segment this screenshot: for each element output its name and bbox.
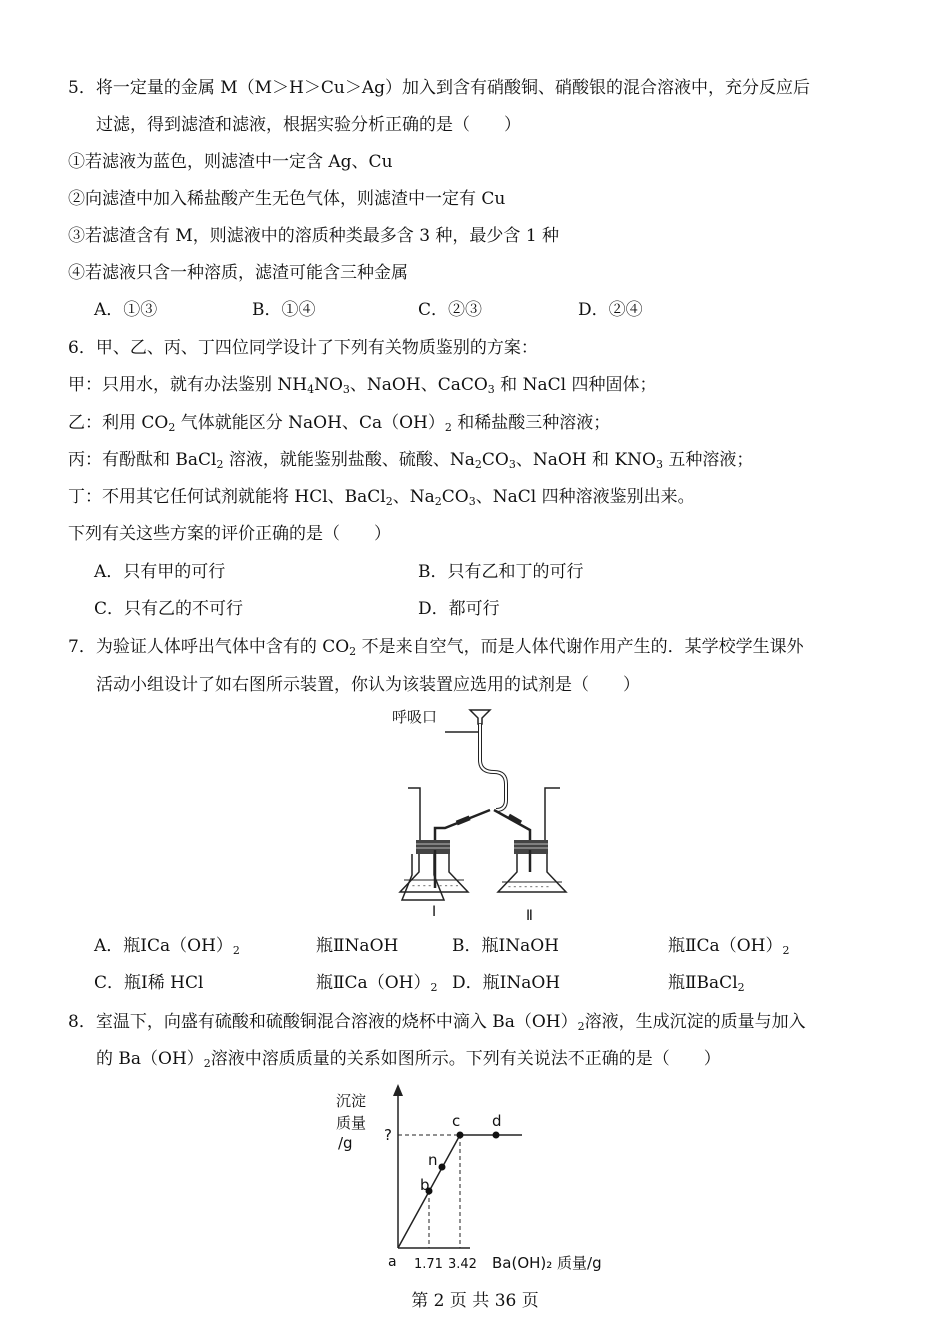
- inlet-label: 呼吸口: [392, 708, 438, 726]
- q7-stem-line1: 7．为验证人体呼出气体中含有的 $CO_2$ 不是来自空气，而是人体代谢作用产生的．某学校学生课外: [68, 637, 804, 658]
- q6-option-b: B．只有乙和丁的可行: [418, 562, 584, 582]
- q6-stem: 6．甲、乙、丙、丁四位同学设计了下列有关物质鉴别的方案：: [68, 338, 538, 358]
- q6-option-a: A．只有甲的可行: [94, 562, 226, 582]
- q6-plan-jia: 甲：只用水，就有办法鉴别 $NH_4NO_3$、NaOH、CaCO$_3$ 和 NaCl 四种固体；: [68, 375, 657, 396]
- point-d: [493, 1132, 500, 1139]
- y-axis-label-2: 质量: [336, 1114, 367, 1132]
- q5-stem-line1: 5．将一定量的金属 M（M＞H＞Cu＞Ag）加入到含有硝酸铜、硝酸银的混合溶液中，充分反应后: [68, 78, 810, 98]
- q5-statement-1: ①若滤液为蓝色，则滤渣中一定含 Ag、Cu: [68, 152, 393, 172]
- q7-option-a-bottle1: A．瓶$ⅠCa(OH)_2$: [94, 936, 240, 957]
- q6-question: 下列有关这些方案的评价正确的是（ ）: [68, 524, 391, 544]
- x-tick-2: 3.42: [448, 1257, 477, 1272]
- x-tick-1: 1.71: [414, 1257, 443, 1272]
- y-axis-label-1: 沉淀: [336, 1092, 367, 1110]
- q7-stem-line2: 活动小组设计了如右图所示装置，你认为该装置应选用的试剂是（ ）: [96, 675, 640, 695]
- q5-statement-2: ②向滤渣中加入稀盐酸产生无色气体，则滤渣中一定有 Cu: [68, 189, 506, 209]
- point-c: [457, 1132, 464, 1139]
- svg-text:- - - - - - - -: - - - - - - - -: [508, 882, 549, 891]
- q7-option-c-bottle2: 瓶$ⅡCa(OH)_2$: [316, 973, 438, 994]
- q6-option-d: D．都可行: [418, 599, 500, 619]
- x-axis-label: Ba(OH)₂ 质量/g: [492, 1254, 602, 1272]
- point-label-c: c: [452, 1112, 461, 1130]
- q6-plan-yi: 乙：利用 $CO_2$ 气体就能区分 NaOH、$Ca(OH)_2$ 和稀盐酸三种溶液；: [68, 413, 611, 434]
- q6-plan-ding: 丁：不用其它任何试剂就能将 HCl、BaCl$_2$、$Na_2CO_3$、NaCl 四种溶液鉴别出来。: [68, 487, 695, 508]
- y-axis-label-3: /g: [338, 1134, 353, 1152]
- q7-option-c-bottle1: C．瓶Ⅰ稀 HCl: [94, 973, 204, 993]
- q5-option-d: D．②④: [578, 300, 643, 320]
- q7-option-b-bottle2: 瓶$ⅡCa(OH)_2$: [668, 936, 790, 957]
- q7-option-d-bottle2: 瓶ⅡBaCl$_2$: [668, 973, 745, 994]
- q6-plan-bing: 丙：有酚酞和 BaCl$_2$ 溶液，就能鉴别盐酸、硫酸、$Na_2CO_3$、NaOH 和 $KNO_3$ 五种溶液；: [68, 450, 754, 471]
- q5-option-a: A．①③: [94, 300, 158, 320]
- q5-statement-4: ④若滤液只含一种溶质，滤渣可能含三种金属: [68, 263, 408, 283]
- page-footer: 第 2 页 共 36 页: [411, 1291, 539, 1311]
- bottle2-label: Ⅱ: [526, 908, 533, 924]
- y-axis-arrow: [393, 1084, 403, 1096]
- y-mark: ?: [384, 1126, 392, 1144]
- q7-option-d-bottle1: D．瓶ⅠNaOH: [452, 973, 561, 993]
- q5-option-b: B．①④: [252, 300, 316, 320]
- q7-option-a-bottle2: 瓶ⅡNaOH: [316, 936, 399, 956]
- point-n: [439, 1164, 446, 1171]
- point-label-d: d: [492, 1112, 502, 1130]
- q8-stem-line1: 8．室温下，向盛有硫酸和硫酸铜混合溶液的烧杯中滴入 $Ba(OH)_2$溶液，生成沉淀的质量与加入: [68, 1012, 806, 1033]
- origin-label: a: [388, 1254, 397, 1270]
- point-label-n: n: [428, 1151, 438, 1169]
- point-label-b: b: [420, 1176, 430, 1194]
- bottle1-label: Ⅰ: [432, 904, 437, 920]
- q5-stem-line2: 过滤，得到滤渣和滤液，根据实验分析正确的是（ ）: [96, 115, 521, 135]
- q6-option-c: C．只有乙的不可行: [94, 599, 244, 619]
- svg-text:- - - - - - - - -: - - - - - - - - -: [412, 881, 459, 890]
- q8-stem-line2: 的 $Ba(OH)_2$溶液中溶质质量的关系如图所示。下列有关说法不正确的是（ ）: [96, 1049, 721, 1070]
- q8-chart: [330, 1078, 630, 1283]
- q7-apparatus-figure: [390, 700, 590, 935]
- q5-statement-3: ③若滤渣含有 M，则滤液中的溶质种类最多含 3 种，最少含 1 种: [68, 226, 560, 246]
- q7-option-b-bottle1: B．瓶ⅠNaOH: [452, 936, 559, 956]
- q5-option-c: C．②③: [418, 300, 483, 320]
